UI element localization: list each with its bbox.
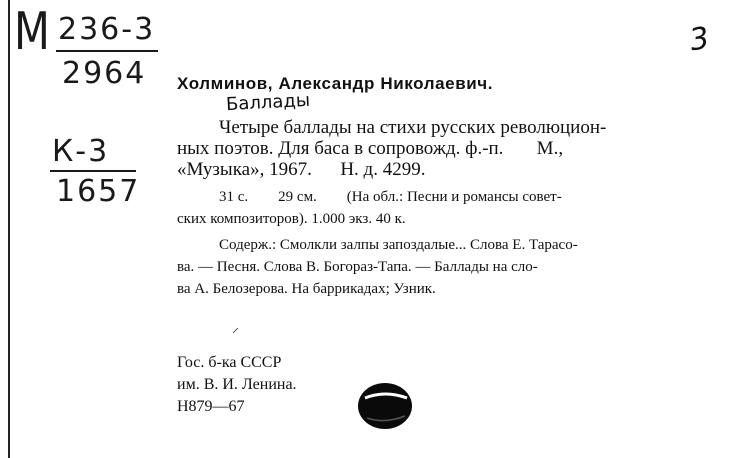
page-number: 3	[687, 20, 712, 59]
ink-stamp-blot	[355, 376, 415, 432]
margin-code-3-underline	[50, 170, 136, 172]
body-line-6: Содерж.: Смолкли залпы запоздалые... Слова Е. Тарасо-	[219, 237, 578, 253]
left-margin-line	[8, 0, 10, 458]
body-line-3: «Музыка», 1967. Н. д. 4299.	[177, 159, 426, 180]
margin-code-1-underline	[56, 50, 158, 52]
margin-code-4: 1657	[56, 174, 141, 209]
title-block	[177, 117, 725, 180]
author-heading: Холминов, Александр Николаевич.	[177, 74, 494, 93]
body-line-1: Четыре баллады на стихи русских революцион-	[219, 117, 607, 138]
library-line-3: Н879—67	[177, 398, 245, 415]
body-line-2: ных поэтов. Для баса в сопровожд. ф.-п. М.,	[177, 138, 564, 159]
margin-letter: M	[14, 2, 50, 62]
library-line-2: им. В. И. Ленина.	[177, 376, 297, 393]
handwritten-title: Баллады	[225, 89, 311, 116]
margin-code-2: 2964	[62, 56, 147, 91]
physical-description-block	[177, 186, 725, 230]
body-line-4: 31 с. 29 см. (На обл.: Песни и романсы совет-	[219, 189, 562, 205]
margin-code-1: 236-3	[58, 12, 156, 47]
contents-block	[177, 234, 725, 300]
body-line-5: ских композиторов). 1.000 экз. 40 к.	[177, 211, 406, 227]
body-line-8: ва А. Белозерова. На баррикадах; Узник.	[177, 281, 436, 297]
margin-code-3: К-3	[52, 134, 110, 169]
library-line-1: Гос. б-ка СССР	[177, 354, 282, 371]
library-block	[177, 352, 297, 418]
ink-mark: ⸝	[232, 321, 239, 336]
body-line-7: ва. — Песня. Слова В. Богораз-Тапа. — Баллады на сло-	[177, 259, 538, 275]
